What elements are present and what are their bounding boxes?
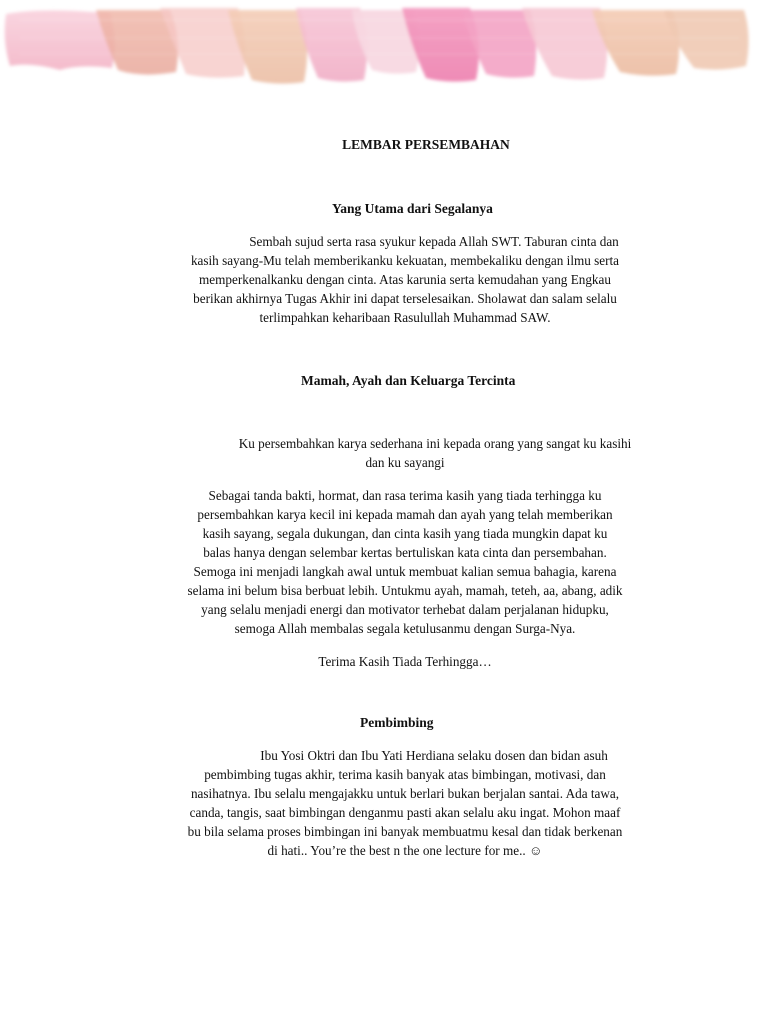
paragraph-keluarga-main [130, 486, 680, 638]
paragraph-line: kasih sayang-Mu telah memberikanku kekuatan, membekaliku dengan ilmu serta [190, 253, 620, 268]
paragraph-terima-kasih [130, 652, 680, 671]
paragraph-line: canda, tangis, saat bimbingan denganmu pasti akan selalu aku ingat. Mohon maaf [189, 805, 621, 820]
paragraph-line: selama ini belum bisa berbuat lebih. Untukmu ayah, mamah, teteh, aa, abang, adik [187, 583, 623, 598]
paragraph-line: memperkenalkanku dengan cinta. Atas karunia serta kemudahan yang Engkau [199, 272, 611, 287]
paragraph-line: Sembah sujud serta rasa syukur kepada Allah SWT. Taburan cinta dan [249, 234, 619, 249]
paragraph-line: kasih sayang, segala dukungan, dan cinta kasih yang tiada mungkin dapat ku [202, 526, 608, 541]
paragraph-pembimbing [130, 746, 680, 860]
paragraph-line: di hati.. You’re the best n the one lecture for me.. ☺ [267, 843, 543, 858]
paragraph-line: Terima Kasih Tiada Terhingga… [318, 654, 492, 669]
paragraph-line: dan ku sayangi [365, 455, 445, 470]
paragraph-line: pembimbing tugas akhir, terima kasih banyak atas bimbingan, motivasi, dan [204, 767, 606, 782]
paragraph-line: Sebagai tanda bakti, hormat, dan rasa terima kasih yang tiada terhingga ku [208, 488, 602, 503]
paragraph-line: terlimpahkan keharibaan Rasulullah Muhammad SAW. [259, 310, 551, 325]
paragraph-line: Ku persembahkan karya sederhana ini kepada orang yang sangat ku kasihi [238, 436, 632, 451]
section-heading-keluarga: Mamah, Ayah dan Keluarga Tercinta [301, 373, 516, 388]
section-heading-pembimbing: Pembimbing [360, 715, 434, 730]
paragraph-line: nasihatnya. Ibu selalu mengajakku untuk berlari bukan berjalan santai. Ada tawa, [190, 786, 620, 801]
page-title: LEMBAR PERSEMBAHAN [342, 137, 510, 152]
paragraph-line: persembahkan karya kecil ini kepada mamah dan ayah yang telah memberikan [197, 507, 613, 522]
paragraph-line: Semoga ini menjadi langkah awal untuk membuat kalian semua bahagia, karena [193, 564, 617, 579]
paragraph-line: balas hanya dengan selembar kertas bertuliskan kata cinta dan persembahan. [203, 545, 607, 560]
paragraph-line: berikan akhirnya Tugas Akhir ini dapat terselesaikan. Sholawat dan salam selalu [193, 291, 617, 306]
paragraph-line: Ibu Yosi Oktri dan Ibu Yati Herdiana selaku dosen dan bidan asuh [260, 748, 608, 763]
paragraph-line: yang selalu menjadi energi dan motivator terhebat dalam perjalanan hidupku, [201, 602, 609, 617]
section-heading-utama: Yang Utama dari Segalanya [332, 201, 493, 216]
paragraph-line: semoga Allah membalas segala ketulusanmu dengan Surga-Nya. [234, 621, 576, 636]
paragraph-utama [130, 232, 680, 327]
paragraph-line: bu bila selama proses bimbingan ini banyak membuatmu kesal dan tidak berkenan [187, 824, 623, 839]
paragraph-keluarga-intro [130, 434, 680, 472]
